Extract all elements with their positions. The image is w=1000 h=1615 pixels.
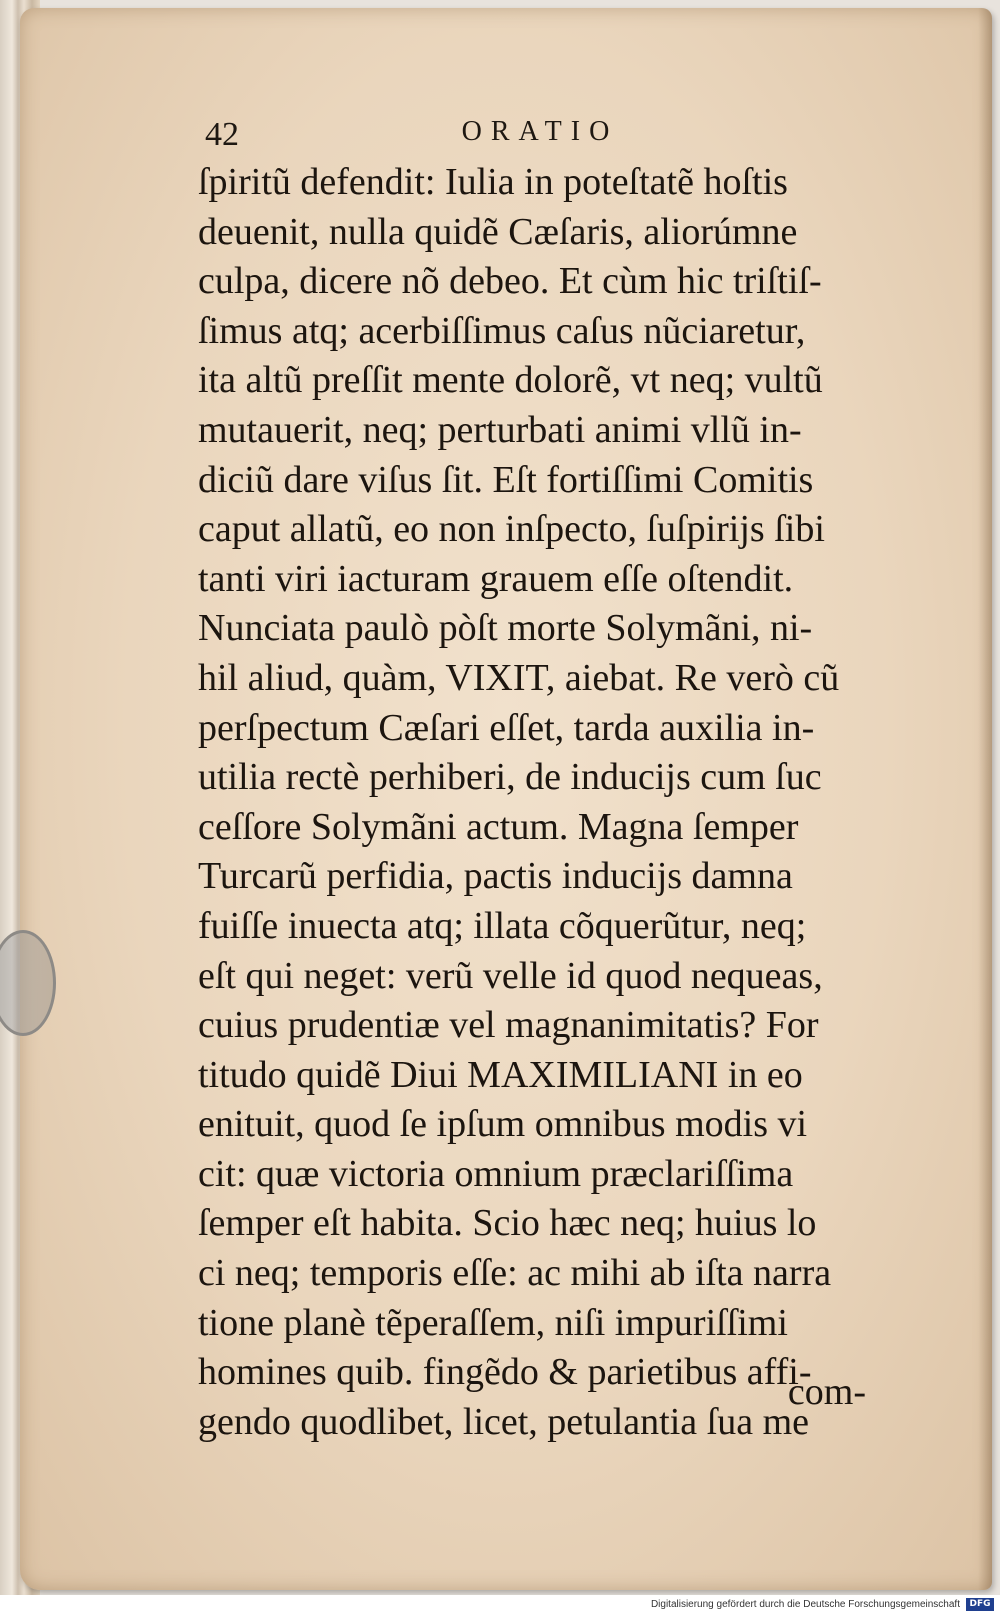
text-line: ſemper eſt habita. Scio hæc neq; huius lo xyxy=(198,1202,817,1245)
funding-credit: Digitalisierung gefördert durch die Deutsche Forschungsgemeinschaft xyxy=(650,1599,960,1610)
text-line: homines quib. fingẽdo & parietibus affi- xyxy=(198,1351,812,1394)
text-line: Nunciata paulò pòſt morte Solymãni, ni- xyxy=(198,607,813,650)
dfg-logo-icon: DFG xyxy=(966,1598,994,1611)
catchword: com- xyxy=(787,1371,866,1413)
text-line: tione planè tẽperaſſem, niſi impuriſſimi xyxy=(198,1301,788,1344)
text-line: perſpectum Cæſari eſſet, tarda auxilia in- xyxy=(198,706,815,749)
leaf-shadow-edge xyxy=(978,8,992,1590)
text-line: ci neq; temporis eſſe: ac mihi ab iſta narra xyxy=(198,1252,832,1295)
text-line: mutauerit, neq; perturbati animi vllũ in- xyxy=(198,408,802,451)
running-head: ORATIO xyxy=(461,116,619,147)
text-line: culpa, dicere nõ debeo. Et cùm hic triſtiſ- xyxy=(198,260,822,303)
text-line: cit: quæ victoria omnium præclariſſima xyxy=(198,1152,794,1195)
text-line: gendo quodlibet, licet, petulantia ſua me xyxy=(198,1400,809,1443)
folio-number: 42 xyxy=(205,116,239,153)
text-line: tanti viri iacturam grauem eſſe oſtendit. xyxy=(198,557,794,600)
digitization-footer xyxy=(0,1595,1000,1615)
text-line: eſt qui neget: verũ velle id quod nequeas, xyxy=(198,954,823,997)
text-line: cuius prudentiæ vel magnanimitatis? For xyxy=(198,1004,819,1047)
text-line: enituit, quod ſe ipſum omnibus modis vi xyxy=(198,1103,808,1146)
text-line: fuiſſe inuecta atq; illata cõquerũtur, neq; xyxy=(198,904,807,947)
text-line: caput allatũ, eo non inſpecto, ſuſpirijs ſibi xyxy=(198,508,825,551)
text-line: Turcarũ perfidia, pactis inducijs damna xyxy=(198,855,793,898)
text-line: hil aliud, quàm, VIXIT, aiebat. Re verò cũ xyxy=(198,656,840,699)
text-line: ſpiritũ defendit: Iulia in poteſtatẽ hoſtis xyxy=(198,161,788,203)
text-line: deuenit, nulla quidẽ Cæſaris, aliorúmne xyxy=(198,210,798,253)
body-text xyxy=(198,158,888,1447)
text-line: ita altũ preſſit mente dolorẽ, vt neq; vultũ xyxy=(198,359,823,402)
text-line: titudo quidẽ Diui MAXIMILIANI in eo xyxy=(198,1053,803,1096)
text-line: ſimus atq; acerbiſſimus caſus nũciaretur, xyxy=(198,309,806,352)
text-line: diciũ dare viſus ſit. Eſt fortiſſimi Comitis xyxy=(198,458,814,501)
page-header xyxy=(205,112,875,162)
text-line: ceſſore Solymãni actum. Magna ſemper xyxy=(198,805,799,848)
text-line: utilia rectè perhiberi, de inducijs cum ſuc xyxy=(198,756,822,799)
